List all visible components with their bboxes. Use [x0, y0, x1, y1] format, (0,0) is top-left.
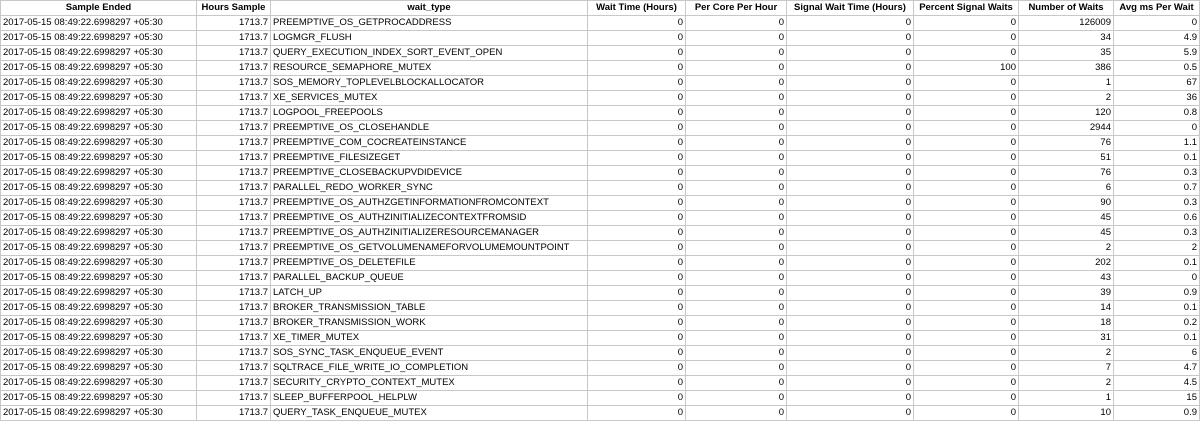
table-row[interactable]: [1, 16, 1200, 31]
cell-wait-type[interactable]: PREEMPTIVE_OS_CLOSEHANDLE: [271, 121, 588, 136]
cell-signal-wait-time-hours[interactable]: 0: [787, 256, 914, 271]
table-row[interactable]: [1, 151, 1200, 166]
cell-wait-time-hours[interactable]: 0: [588, 301, 686, 316]
table-row[interactable]: [1, 31, 1200, 46]
cell-per-core-per-hour[interactable]: 0: [686, 31, 787, 46]
cell-wait-time-hours[interactable]: 0: [588, 106, 686, 121]
cell-sample-ended[interactable]: 2017-05-15 08:49:22.6998297 +05:30: [1, 121, 197, 136]
cell-percent-signal-waits[interactable]: 0: [914, 331, 1019, 346]
cell-wait-time-hours[interactable]: 0: [588, 196, 686, 211]
cell-hours-sample[interactable]: 1713.7: [197, 166, 271, 181]
cell-wait-type[interactable]: QUERY_TASK_ENQUEUE_MUTEX: [271, 406, 588, 421]
cell-avg-ms-per-wait[interactable]: 0.9: [1114, 286, 1200, 301]
cell-signal-wait-time-hours[interactable]: 0: [787, 376, 914, 391]
cell-signal-wait-time-hours[interactable]: 0: [787, 226, 914, 241]
cell-sample-ended[interactable]: 2017-05-15 08:49:22.6998297 +05:30: [1, 61, 197, 76]
cell-wait-time-hours[interactable]: 0: [588, 226, 686, 241]
table-row[interactable]: [1, 406, 1200, 421]
cell-wait-type[interactable]: BROKER_TRANSMISSION_TABLE: [271, 301, 588, 316]
cell-percent-signal-waits[interactable]: 0: [914, 181, 1019, 196]
cell-sample-ended[interactable]: 2017-05-15 08:49:22.6998297 +05:30: [1, 361, 197, 376]
cell-per-core-per-hour[interactable]: 0: [686, 346, 787, 361]
cell-signal-wait-time-hours[interactable]: 0: [787, 406, 914, 421]
cell-percent-signal-waits[interactable]: 0: [914, 121, 1019, 136]
cell-wait-type[interactable]: PREEMPTIVE_OS_AUTHZINITIALIZERESOURCEMANAGER: [271, 226, 588, 241]
cell-signal-wait-time-hours[interactable]: 0: [787, 31, 914, 46]
cell-per-core-per-hour[interactable]: 0: [686, 61, 787, 76]
cell-wait-type[interactable]: PREEMPTIVE_OS_GETPROCADDRESS: [271, 16, 588, 31]
cell-per-core-per-hour[interactable]: 0: [686, 106, 787, 121]
cell-per-core-per-hour[interactable]: 0: [686, 181, 787, 196]
cell-percent-signal-waits[interactable]: 0: [914, 151, 1019, 166]
cell-percent-signal-waits[interactable]: 0: [914, 376, 1019, 391]
cell-sample-ended[interactable]: 2017-05-15 08:49:22.6998297 +05:30: [1, 376, 197, 391]
table-row[interactable]: [1, 256, 1200, 271]
cell-percent-signal-waits[interactable]: 0: [914, 316, 1019, 331]
cell-wait-type[interactable]: PREEMPTIVE_OS_DELETEFILE: [271, 256, 588, 271]
table-row[interactable]: [1, 376, 1200, 391]
cell-percent-signal-waits[interactable]: 100: [914, 61, 1019, 76]
table-row[interactable]: [1, 286, 1200, 301]
cell-hours-sample[interactable]: 1713.7: [197, 226, 271, 241]
cell-avg-ms-per-wait[interactable]: 1.1: [1114, 136, 1200, 151]
cell-percent-signal-waits[interactable]: 0: [914, 391, 1019, 406]
cell-sample-ended[interactable]: 2017-05-15 08:49:22.6998297 +05:30: [1, 151, 197, 166]
cell-signal-wait-time-hours[interactable]: 0: [787, 196, 914, 211]
cell-hours-sample[interactable]: 1713.7: [197, 76, 271, 91]
column-header-percent-signal-waits[interactable]: Percent Signal Waits: [914, 1, 1019, 16]
cell-signal-wait-time-hours[interactable]: 0: [787, 301, 914, 316]
column-header-number-of-waits[interactable]: Number of Waits: [1019, 1, 1114, 16]
cell-wait-time-hours[interactable]: 0: [588, 376, 686, 391]
cell-signal-wait-time-hours[interactable]: 0: [787, 361, 914, 376]
cell-sample-ended[interactable]: 2017-05-15 08:49:22.6998297 +05:30: [1, 331, 197, 346]
cell-number-of-waits[interactable]: 2944: [1019, 121, 1114, 136]
cell-signal-wait-time-hours[interactable]: 0: [787, 181, 914, 196]
cell-hours-sample[interactable]: 1713.7: [197, 391, 271, 406]
cell-avg-ms-per-wait[interactable]: 0.8: [1114, 106, 1200, 121]
cell-avg-ms-per-wait[interactable]: 15: [1114, 391, 1200, 406]
cell-hours-sample[interactable]: 1713.7: [197, 91, 271, 106]
cell-number-of-waits[interactable]: 6: [1019, 181, 1114, 196]
cell-wait-type[interactable]: PARALLEL_REDO_WORKER_SYNC: [271, 181, 588, 196]
table-row[interactable]: [1, 331, 1200, 346]
column-header-hours-sample[interactable]: Hours Sample: [197, 1, 271, 16]
cell-hours-sample[interactable]: 1713.7: [197, 331, 271, 346]
cell-avg-ms-per-wait[interactable]: 0.6: [1114, 211, 1200, 226]
cell-hours-sample[interactable]: 1713.7: [197, 346, 271, 361]
cell-number-of-waits[interactable]: 43: [1019, 271, 1114, 286]
cell-wait-type[interactable]: XE_TIMER_MUTEX: [271, 331, 588, 346]
cell-hours-sample[interactable]: 1713.7: [197, 121, 271, 136]
cell-hours-sample[interactable]: 1713.7: [197, 181, 271, 196]
cell-number-of-waits[interactable]: 51: [1019, 151, 1114, 166]
cell-avg-ms-per-wait[interactable]: 0.7: [1114, 181, 1200, 196]
cell-per-core-per-hour[interactable]: 0: [686, 91, 787, 106]
cell-number-of-waits[interactable]: 202: [1019, 256, 1114, 271]
cell-wait-type[interactable]: PREEMPTIVE_OS_GETVOLUMENAMEFORVOLUMEMOUNTPOINT: [271, 241, 588, 256]
cell-avg-ms-per-wait[interactable]: 0.1: [1114, 151, 1200, 166]
cell-percent-signal-waits[interactable]: 0: [914, 196, 1019, 211]
cell-per-core-per-hour[interactable]: 0: [686, 376, 787, 391]
cell-sample-ended[interactable]: 2017-05-15 08:49:22.6998297 +05:30: [1, 106, 197, 121]
table-row[interactable]: [1, 91, 1200, 106]
cell-sample-ended[interactable]: 2017-05-15 08:49:22.6998297 +05:30: [1, 226, 197, 241]
cell-wait-type[interactable]: PREEMPTIVE_COM_COCREATEINSTANCE: [271, 136, 588, 151]
cell-sample-ended[interactable]: 2017-05-15 08:49:22.6998297 +05:30: [1, 346, 197, 361]
cell-wait-time-hours[interactable]: 0: [588, 211, 686, 226]
cell-sample-ended[interactable]: 2017-05-15 08:49:22.6998297 +05:30: [1, 286, 197, 301]
column-header-signal-wait-time-hours[interactable]: Signal Wait Time (Hours): [787, 1, 914, 16]
cell-avg-ms-per-wait[interactable]: 0.1: [1114, 256, 1200, 271]
cell-number-of-waits[interactable]: 2: [1019, 376, 1114, 391]
cell-sample-ended[interactable]: 2017-05-15 08:49:22.6998297 +05:30: [1, 406, 197, 421]
cell-signal-wait-time-hours[interactable]: 0: [787, 331, 914, 346]
cell-per-core-per-hour[interactable]: 0: [686, 166, 787, 181]
cell-percent-signal-waits[interactable]: 0: [914, 106, 1019, 121]
cell-wait-time-hours[interactable]: 0: [588, 316, 686, 331]
table-row[interactable]: [1, 241, 1200, 256]
cell-sample-ended[interactable]: 2017-05-15 08:49:22.6998297 +05:30: [1, 16, 197, 31]
cell-per-core-per-hour[interactable]: 0: [686, 361, 787, 376]
cell-number-of-waits[interactable]: 45: [1019, 211, 1114, 226]
cell-avg-ms-per-wait[interactable]: 0.3: [1114, 226, 1200, 241]
cell-signal-wait-time-hours[interactable]: 0: [787, 211, 914, 226]
cell-wait-time-hours[interactable]: 0: [588, 241, 686, 256]
cell-number-of-waits[interactable]: 39: [1019, 286, 1114, 301]
cell-wait-time-hours[interactable]: 0: [588, 91, 686, 106]
cell-signal-wait-time-hours[interactable]: 0: [787, 391, 914, 406]
cell-percent-signal-waits[interactable]: 0: [914, 16, 1019, 31]
cell-sample-ended[interactable]: 2017-05-15 08:49:22.6998297 +05:30: [1, 181, 197, 196]
table-row[interactable]: [1, 196, 1200, 211]
cell-wait-type[interactable]: PREEMPTIVE_FILESIZEGET: [271, 151, 588, 166]
cell-wait-type[interactable]: BROKER_TRANSMISSION_WORK: [271, 316, 588, 331]
cell-wait-time-hours[interactable]: 0: [588, 271, 686, 286]
cell-wait-type[interactable]: PREEMPTIVE_CLOSEBACKUPVDIDEVICE: [271, 166, 588, 181]
column-header-wait-time-hours[interactable]: Wait Time (Hours): [588, 1, 686, 16]
cell-number-of-waits[interactable]: 2: [1019, 241, 1114, 256]
cell-wait-time-hours[interactable]: 0: [588, 391, 686, 406]
cell-number-of-waits[interactable]: 35: [1019, 46, 1114, 61]
cell-hours-sample[interactable]: 1713.7: [197, 211, 271, 226]
table-row[interactable]: [1, 181, 1200, 196]
cell-avg-ms-per-wait[interactable]: 0.1: [1114, 301, 1200, 316]
cell-wait-time-hours[interactable]: 0: [588, 136, 686, 151]
cell-wait-time-hours[interactable]: 0: [588, 331, 686, 346]
cell-percent-signal-waits[interactable]: 0: [914, 226, 1019, 241]
cell-hours-sample[interactable]: 1713.7: [197, 106, 271, 121]
cell-avg-ms-per-wait[interactable]: 0.1: [1114, 331, 1200, 346]
cell-number-of-waits[interactable]: 14: [1019, 301, 1114, 316]
cell-per-core-per-hour[interactable]: 0: [686, 136, 787, 151]
cell-sample-ended[interactable]: 2017-05-15 08:49:22.6998297 +05:30: [1, 316, 197, 331]
cell-number-of-waits[interactable]: 31: [1019, 331, 1114, 346]
table-row[interactable]: [1, 226, 1200, 241]
table-row[interactable]: [1, 76, 1200, 91]
cell-hours-sample[interactable]: 1713.7: [197, 256, 271, 271]
cell-signal-wait-time-hours[interactable]: 0: [787, 106, 914, 121]
cell-percent-signal-waits[interactable]: 0: [914, 136, 1019, 151]
cell-per-core-per-hour[interactable]: 0: [686, 16, 787, 31]
cell-number-of-waits[interactable]: 7: [1019, 361, 1114, 376]
cell-hours-sample[interactable]: 1713.7: [197, 241, 271, 256]
cell-signal-wait-time-hours[interactable]: 0: [787, 46, 914, 61]
cell-wait-type[interactable]: SQLTRACE_FILE_WRITE_IO_COMPLETION: [271, 361, 588, 376]
cell-hours-sample[interactable]: 1713.7: [197, 286, 271, 301]
cell-per-core-per-hour[interactable]: 0: [686, 301, 787, 316]
cell-avg-ms-per-wait[interactable]: 2: [1114, 241, 1200, 256]
cell-signal-wait-time-hours[interactable]: 0: [787, 136, 914, 151]
header-row: [1, 1, 1200, 16]
cell-signal-wait-time-hours[interactable]: 0: [787, 121, 914, 136]
cell-per-core-per-hour[interactable]: 0: [686, 406, 787, 421]
cell-avg-ms-per-wait[interactable]: 0.9: [1114, 406, 1200, 421]
cell-sample-ended[interactable]: 2017-05-15 08:49:22.6998297 +05:30: [1, 301, 197, 316]
table-row[interactable]: [1, 166, 1200, 181]
cell-per-core-per-hour[interactable]: 0: [686, 196, 787, 211]
cell-wait-time-hours[interactable]: 0: [588, 286, 686, 301]
cell-per-core-per-hour[interactable]: 0: [686, 256, 787, 271]
cell-per-core-per-hour[interactable]: 0: [686, 46, 787, 61]
cell-percent-signal-waits[interactable]: 0: [914, 256, 1019, 271]
cell-signal-wait-time-hours[interactable]: 0: [787, 16, 914, 31]
cell-sample-ended[interactable]: 2017-05-15 08:49:22.6998297 +05:30: [1, 241, 197, 256]
cell-avg-ms-per-wait[interactable]: 67: [1114, 76, 1200, 91]
cell-wait-time-hours[interactable]: 0: [588, 166, 686, 181]
cell-sample-ended[interactable]: 2017-05-15 08:49:22.6998297 +05:30: [1, 91, 197, 106]
cell-sample-ended[interactable]: 2017-05-15 08:49:22.6998297 +05:30: [1, 211, 197, 226]
table-body: [1, 16, 1200, 421]
cell-number-of-waits[interactable]: 90: [1019, 196, 1114, 211]
cell-number-of-waits[interactable]: 18: [1019, 316, 1114, 331]
cell-per-core-per-hour[interactable]: 0: [686, 121, 787, 136]
cell-wait-time-hours[interactable]: 0: [588, 46, 686, 61]
column-header-avg-ms-per-wait[interactable]: Avg ms Per Wait: [1114, 1, 1200, 16]
table-row[interactable]: [1, 391, 1200, 406]
cell-avg-ms-per-wait[interactable]: 0.3: [1114, 196, 1200, 211]
table-row[interactable]: [1, 121, 1200, 136]
cell-percent-signal-waits[interactable]: 0: [914, 361, 1019, 376]
cell-hours-sample[interactable]: 1713.7: [197, 151, 271, 166]
cell-per-core-per-hour[interactable]: 0: [686, 211, 787, 226]
cell-hours-sample[interactable]: 1713.7: [197, 361, 271, 376]
cell-sample-ended[interactable]: 2017-05-15 08:49:22.6998297 +05:30: [1, 166, 197, 181]
column-header-per-core-per-hour[interactable]: Per Core Per Hour: [686, 1, 787, 16]
cell-percent-signal-waits[interactable]: 0: [914, 46, 1019, 61]
cell-avg-ms-per-wait[interactable]: 36: [1114, 91, 1200, 106]
cell-wait-time-hours[interactable]: 0: [588, 121, 686, 136]
cell-wait-time-hours[interactable]: 0: [588, 361, 686, 376]
cell-sample-ended[interactable]: 2017-05-15 08:49:22.6998297 +05:30: [1, 256, 197, 271]
cell-avg-ms-per-wait[interactable]: 0: [1114, 121, 1200, 136]
cell-per-core-per-hour[interactable]: 0: [686, 151, 787, 166]
cell-avg-ms-per-wait[interactable]: 4.7: [1114, 361, 1200, 376]
table-row[interactable]: [1, 361, 1200, 376]
cell-signal-wait-time-hours[interactable]: 0: [787, 166, 914, 181]
column-header-sample-ended[interactable]: Sample Ended: [1, 1, 197, 16]
cell-number-of-waits[interactable]: 126009: [1019, 16, 1114, 31]
cell-wait-type[interactable]: SECURITY_CRYPTO_CONTEXT_MUTEX: [271, 376, 588, 391]
cell-wait-type[interactable]: LOGPOOL_FREEPOOLS: [271, 106, 588, 121]
cell-percent-signal-waits[interactable]: 0: [914, 271, 1019, 286]
cell-sample-ended[interactable]: 2017-05-15 08:49:22.6998297 +05:30: [1, 196, 197, 211]
cell-wait-time-hours[interactable]: 0: [588, 31, 686, 46]
cell-percent-signal-waits[interactable]: 0: [914, 211, 1019, 226]
cell-hours-sample[interactable]: 1713.7: [197, 16, 271, 31]
cell-per-core-per-hour[interactable]: 0: [686, 391, 787, 406]
cell-number-of-waits[interactable]: 2: [1019, 91, 1114, 106]
cell-per-core-per-hour[interactable]: 0: [686, 316, 787, 331]
cell-number-of-waits[interactable]: 120: [1019, 106, 1114, 121]
cell-wait-time-hours[interactable]: 0: [588, 181, 686, 196]
table-row[interactable]: [1, 61, 1200, 76]
cell-percent-signal-waits[interactable]: 0: [914, 31, 1019, 46]
table-row[interactable]: [1, 211, 1200, 226]
cell-percent-signal-waits[interactable]: 0: [914, 286, 1019, 301]
cell-hours-sample[interactable]: 1713.7: [197, 271, 271, 286]
cell-hours-sample[interactable]: 1713.7: [197, 376, 271, 391]
cell-signal-wait-time-hours[interactable]: 0: [787, 241, 914, 256]
cell-percent-signal-waits[interactable]: 0: [914, 91, 1019, 106]
cell-number-of-waits[interactable]: 76: [1019, 166, 1114, 181]
table-row[interactable]: [1, 46, 1200, 61]
cell-number-of-waits[interactable]: 76: [1019, 136, 1114, 151]
cell-wait-type[interactable]: SOS_SYNC_TASK_ENQUEUE_EVENT: [271, 346, 588, 361]
cell-sample-ended[interactable]: 2017-05-15 08:49:22.6998297 +05:30: [1, 31, 197, 46]
cell-number-of-waits[interactable]: 10: [1019, 406, 1114, 421]
table-row[interactable]: [1, 106, 1200, 121]
table-row[interactable]: [1, 301, 1200, 316]
cell-percent-signal-waits[interactable]: 0: [914, 301, 1019, 316]
cell-wait-time-hours[interactable]: 0: [588, 256, 686, 271]
cell-sample-ended[interactable]: 2017-05-15 08:49:22.6998297 +05:30: [1, 391, 197, 406]
cell-hours-sample[interactable]: 1713.7: [197, 31, 271, 46]
cell-avg-ms-per-wait[interactable]: 4.9: [1114, 31, 1200, 46]
cell-avg-ms-per-wait[interactable]: 4.5: [1114, 376, 1200, 391]
cell-wait-type[interactable]: SOS_MEMORY_TOPLEVELBLOCKALLOCATOR: [271, 76, 588, 91]
table-row[interactable]: [1, 136, 1200, 151]
cell-signal-wait-time-hours[interactable]: 0: [787, 316, 914, 331]
cell-wait-type[interactable]: QUERY_EXECUTION_INDEX_SORT_EVENT_OPEN: [271, 46, 588, 61]
cell-signal-wait-time-hours[interactable]: 0: [787, 151, 914, 166]
cell-signal-wait-time-hours[interactable]: 0: [787, 286, 914, 301]
cell-wait-time-hours[interactable]: 0: [588, 61, 686, 76]
cell-hours-sample[interactable]: 1713.7: [197, 196, 271, 211]
cell-sample-ended[interactable]: 2017-05-15 08:49:22.6998297 +05:30: [1, 46, 197, 61]
cell-hours-sample[interactable]: 1713.7: [197, 61, 271, 76]
cell-sample-ended[interactable]: 2017-05-15 08:49:22.6998297 +05:30: [1, 136, 197, 151]
cell-per-core-per-hour[interactable]: 0: [686, 76, 787, 91]
cell-avg-ms-per-wait[interactable]: 0.5: [1114, 61, 1200, 76]
cell-wait-time-hours[interactable]: 0: [588, 346, 686, 361]
cell-wait-type[interactable]: XE_SERVICES_MUTEX: [271, 91, 588, 106]
cell-signal-wait-time-hours[interactable]: 0: [787, 346, 914, 361]
cell-wait-time-hours[interactable]: 0: [588, 406, 686, 421]
cell-number-of-waits[interactable]: 386: [1019, 61, 1114, 76]
cell-per-core-per-hour[interactable]: 0: [686, 286, 787, 301]
cell-signal-wait-time-hours[interactable]: 0: [787, 61, 914, 76]
cell-percent-signal-waits[interactable]: 0: [914, 406, 1019, 421]
cell-hours-sample[interactable]: 1713.7: [197, 136, 271, 151]
cell-per-core-per-hour[interactable]: 0: [686, 331, 787, 346]
cell-signal-wait-time-hours[interactable]: 0: [787, 76, 914, 91]
cell-percent-signal-waits[interactable]: 0: [914, 241, 1019, 256]
cell-wait-type[interactable]: PREEMPTIVE_OS_AUTHZGETINFORMATIONFROMCONTEXT: [271, 196, 588, 211]
cell-hours-sample[interactable]: 1713.7: [197, 406, 271, 421]
cell-hours-sample[interactable]: 1713.7: [197, 301, 271, 316]
cell-number-of-waits[interactable]: 45: [1019, 226, 1114, 241]
cell-avg-ms-per-wait[interactable]: 0: [1114, 271, 1200, 286]
column-header-wait-type[interactable]: wait_type: [271, 1, 588, 16]
cell-wait-time-hours[interactable]: 0: [588, 76, 686, 91]
cell-percent-signal-waits[interactable]: 0: [914, 76, 1019, 91]
cell-wait-type[interactable]: LOGMGR_FLUSH: [271, 31, 588, 46]
cell-number-of-waits[interactable]: 1: [1019, 391, 1114, 406]
cell-per-core-per-hour[interactable]: 0: [686, 271, 787, 286]
cell-hours-sample[interactable]: 1713.7: [197, 46, 271, 61]
cell-wait-type[interactable]: PREEMPTIVE_OS_AUTHZINITIALIZECONTEXTFROMSID: [271, 211, 588, 226]
cell-number-of-waits[interactable]: 34: [1019, 31, 1114, 46]
cell-avg-ms-per-wait[interactable]: 6: [1114, 346, 1200, 361]
cell-avg-ms-per-wait[interactable]: 5.9: [1114, 46, 1200, 61]
table-row[interactable]: [1, 271, 1200, 286]
cell-number-of-waits[interactable]: 2: [1019, 346, 1114, 361]
cell-avg-ms-per-wait[interactable]: 0.2: [1114, 316, 1200, 331]
cell-sample-ended[interactable]: 2017-05-15 08:49:22.6998297 +05:30: [1, 271, 197, 286]
cell-wait-time-hours[interactable]: 0: [588, 16, 686, 31]
cell-number-of-waits[interactable]: 1: [1019, 76, 1114, 91]
cell-sample-ended[interactable]: 2017-05-15 08:49:22.6998297 +05:30: [1, 76, 197, 91]
cell-percent-signal-waits[interactable]: 0: [914, 166, 1019, 181]
cell-avg-ms-per-wait[interactable]: 0.3: [1114, 166, 1200, 181]
cell-per-core-per-hour[interactable]: 0: [686, 241, 787, 256]
cell-wait-type[interactable]: RESOURCE_SEMAPHORE_MUTEX: [271, 61, 588, 76]
cell-avg-ms-per-wait[interactable]: 0: [1114, 16, 1200, 31]
cell-signal-wait-time-hours[interactable]: 0: [787, 91, 914, 106]
cell-wait-type[interactable]: LATCH_UP: [271, 286, 588, 301]
table-row[interactable]: [1, 316, 1200, 331]
cell-wait-time-hours[interactable]: 0: [588, 151, 686, 166]
cell-wait-type[interactable]: PARALLEL_BACKUP_QUEUE: [271, 271, 588, 286]
cell-wait-type[interactable]: SLEEP_BUFFERPOOL_HELPLW: [271, 391, 588, 406]
cell-per-core-per-hour[interactable]: 0: [686, 226, 787, 241]
cell-percent-signal-waits[interactable]: 0: [914, 346, 1019, 361]
table-row[interactable]: [1, 346, 1200, 361]
cell-hours-sample[interactable]: 1713.7: [197, 316, 271, 331]
cell-signal-wait-time-hours[interactable]: 0: [787, 271, 914, 286]
